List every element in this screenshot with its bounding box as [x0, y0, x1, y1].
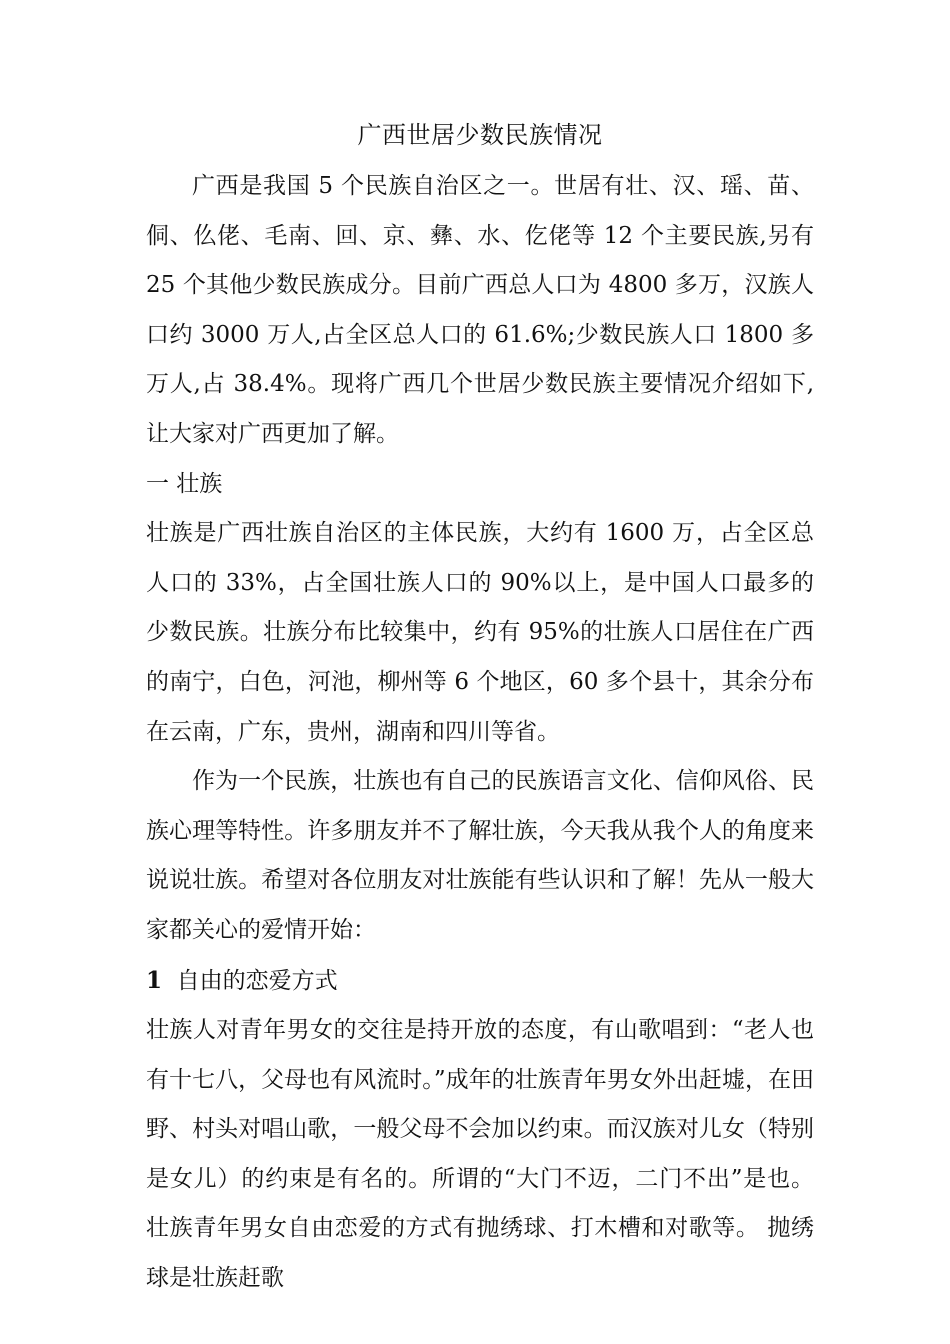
document-page: [146, 112, 814, 1304]
section-heading-zhuang: 一 壮族: [146, 470, 223, 497]
subsection-title: 自由的恋爱方式: [176, 967, 338, 994]
document-title: 广西世居少数民族情况: [357, 121, 603, 149]
zhuang-culture-paragraph: 作为一个民族，壮族也有自己的民族语言文化、信仰风俗、民族心理等特性。许多朋友并不了解壮族，今天我从我个人的角度来说说壮族。希望对各位朋友对壮族能有些认识和了解！先从一般大家都关心的爱情开始：: [146, 768, 814, 943]
subsection-heading-love: [146, 956, 814, 1007]
zhuang-population-paragraph: 壮族是广西壮族自治区的主体民族，大约有 1600 万，占全区总人口的 33%，占全国壮族人口的 90%以上，是中国人口最多的少数民族。壮族分布比较集中，约有 95%的壮族人口居住在广西的南宁，白色，河池，柳州等 6 个地区，60 多个县十，其余分布在云南，广东，贵州，湖南和四川等省。: [146, 520, 814, 745]
subsection-number: 1: [146, 966, 163, 994]
intro-paragraph: 广西是我国 5 个民族自治区之一。世居有壮、汉、瑶、苗、侗、仫佬、毛南、回、京、彝、水、仡佬等 12 个主要民族,另有 25 个其他少数民族成分。目前广西总人口为 4800 多万，汉族人口约 3000 万人,占全区总人口的 61.6%;少数民族人口 1800 多万人,占 38.4%。现将广西几个世居少数民族主要情况介绍如下,让大家对广西更加了解。: [146, 173, 814, 447]
love-custom-paragraph: 壮族人对青年男女的交往是持开放的态度，有山歌唱到：“老人也有十七八，父母也有风流时。”成年的壮族青年男女外出赶墟，在田野、村头对唱山歌，一般父母不会加以约束。而汉族对儿女（特别是女儿）的约束是有名的。所谓的“大门不迈，二门不出”是也。 壮族青年男女自由恋爱的方式有抛绣球、打木槽和对歌等。 抛绣球是壮族赶歌: [146, 1017, 814, 1292]
